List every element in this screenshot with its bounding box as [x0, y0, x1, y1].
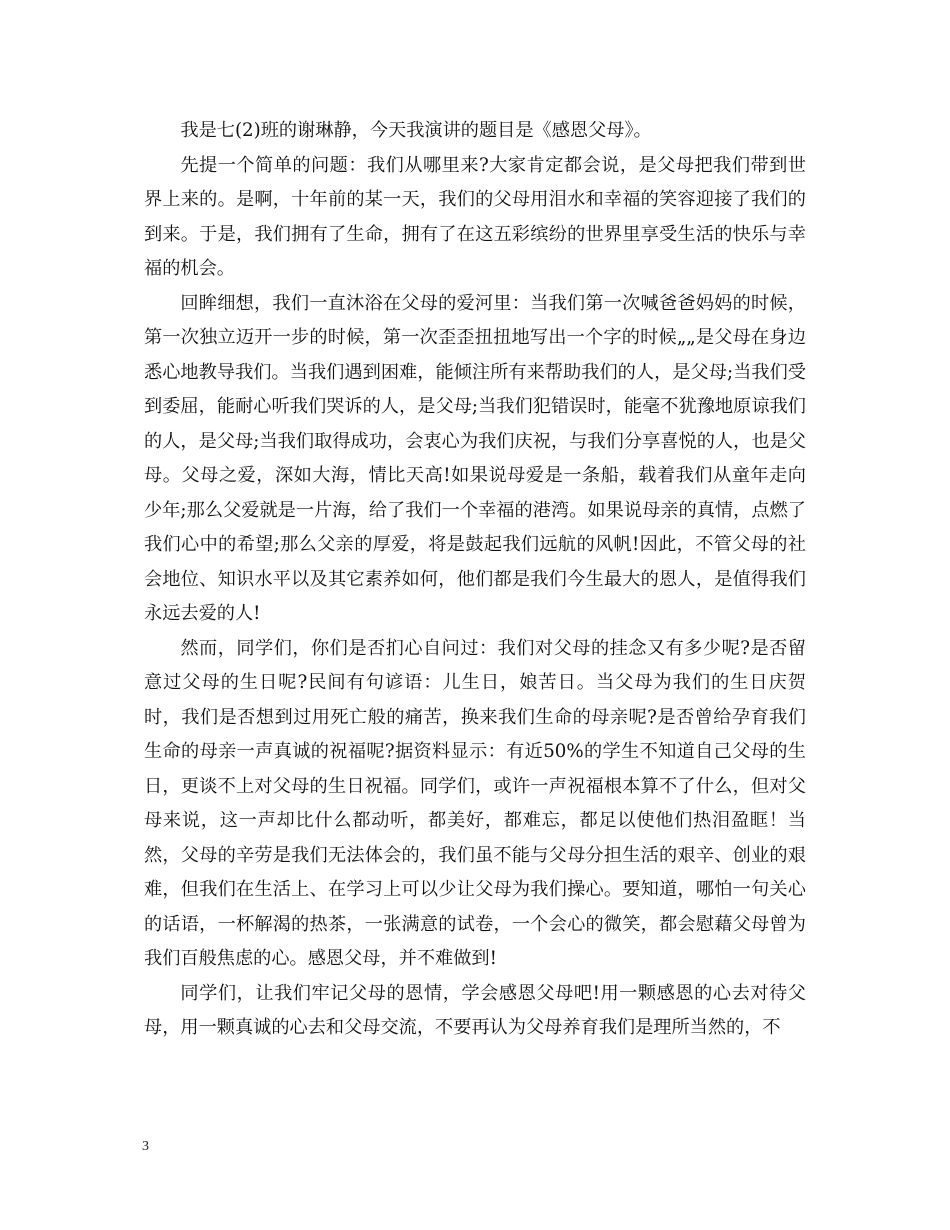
paragraph-intro: 我是七(2)班的谢琳静，今天我演讲的题目是《感恩父母》。	[180, 120, 652, 141]
paragraph-reflection: 回眸细想，我们一直沐浴在父母的爱河里：当我们第一次喊爸爸妈妈的时候，第一次独立迈开一步的时候，第一次歪歪扭扭地写出一个字的时候„„是父母在身边悉心地教导我们。当我们遇到困难，能倾注所有来帮助我们的人，是父母;当我们受到委屈，能耐心听我们哭诉的人，是父母;当我们犯错误时，能毫不犹豫地原谅我们的人，是父母;当我们取得成功，会衷心为我们庆祝，与我们分享喜悦的人，也是父母。父母之爱，深如大海，情比天高!如果说母爱是一条船，载着我们从童年走向少年;那么父爱就是一片海，给了我们一个幸福的港湾。如果说母亲的真情，点燃了我们心中的希望;那么父亲的厚爱，将是鼓起我们远航的风帆!因此，不管父母的社会地位、知识水平以及其它素养如何，他们都是我们今生最大的恩人，是值得我们永远去爱的人!	[144, 292, 806, 624]
paragraph-closing: 同学们，让我们牢记父母的恩情，学会感恩父母吧!用一颗感恩的心去对待父母，用一颗真诚的心去和父母交流，不要再认为父母养育我们是理所当然的，不	[144, 982, 806, 1038]
page-number: 3	[142, 1139, 149, 1154]
paragraph-question: 先提一个简单的问题：我们从哪里来?大家肯定都会说，是父母把我们带到世界上来的。是啊，十年前的某一天，我们的父母用泪水和幸福的笑容迎接了我们的到来。于是，我们拥有了生命，拥有了在这五彩缤纷的世界里享受生活的快乐与幸福的机会。	[144, 154, 806, 279]
document-body	[144, 114, 806, 1046]
paragraph-birthday: 然而，同学们，你们是否扪心自问过：我们对父母的挂念又有多少呢?是否留意过父母的生日呢?民间有句谚语：儿生日，娘苦日。当父母为我们的生日庆贺时，我们是否想到过用死亡般的痛苦，换来我们生命的母亲呢?是否曾给孕育我们生命的母亲一声真诚的祝福呢?据资料显示：有近50%的学生不知道自己父母的生日，更谈不上对父母的生日祝福。同学们，或许一声祝福根本算不了什么，但对父母来说，这一声却比什么都动听，都美好，都难忘，都足以使他们热泪盈眶！当然，父母的辛劳是我们无法体会的，我们虽不能与父母分担生活的艰辛、创业的艰难，但我们在生活上、在学习上可以少让父母为我们操心。要知道，哪怕一句关心的话语，一杯解渴的热茶，一张满意的试卷，一个会心的微笑，都会慰藉父母曾为我们百般焦虑的心。感恩父母，并不难做到!	[144, 637, 806, 969]
